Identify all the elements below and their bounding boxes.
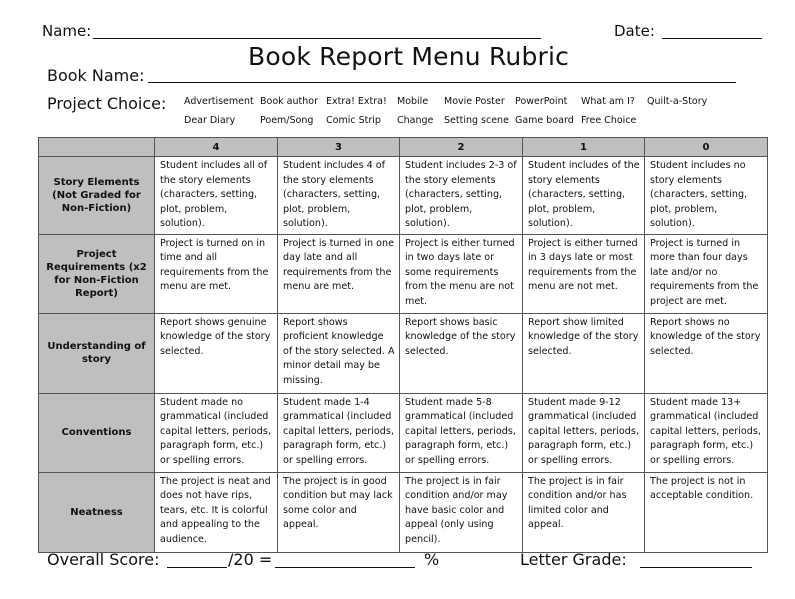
criteria-cell: Student made 9-12 grammatical (included capital letters, periods, paragraph form, etc.) or spelling errors.: [523, 393, 645, 472]
criteria-cell: Student includes 4 of the story elements (characters, setting, plot, problem, solution).: [278, 157, 400, 235]
criteria-cell: Student includes 2-3 of the story elements (characters, setting, plot, problem, solution).: [400, 157, 523, 235]
table-row: [39, 472, 768, 552]
category-cell: Conventions: [39, 393, 155, 472]
category-cell: Neatness: [39, 472, 155, 552]
criteria-cell: Student includes no story elements (characters, setting, plot, problem, solution).: [645, 157, 768, 235]
criteria-cell: The project is in good condition but may lack some color and appeal.: [278, 472, 400, 552]
criteria-cell: Student includes of the story elements (characters, setting, plot, problem, solution).: [523, 157, 645, 235]
criteria-cell: Project is turned on in time and all requirements from the menu are met.: [155, 234, 278, 313]
date-field-line[interactable]: [662, 38, 762, 39]
criteria-cell: The project is not in acceptable condition.: [645, 472, 768, 552]
blank-header-cell: [39, 138, 155, 157]
choice-item: Dear Diary: [184, 115, 236, 126]
choice-item: PowerPoint: [515, 96, 568, 107]
score-header: 4: [155, 138, 278, 157]
date-label: Date:: [614, 22, 655, 40]
project-choices-row-2: [184, 115, 724, 134]
criteria-cell: Student includes all of the story elements (characters, setting, plot, problem, solution).: [155, 157, 278, 235]
criteria-cell: Report shows genuine knowledge of the story selected.: [155, 313, 278, 393]
choice-item: Extra! Extra!: [326, 96, 387, 107]
choice-item: Game board: [515, 115, 574, 126]
criteria-cell: Report shows no knowledge of the story selected.: [645, 313, 768, 393]
choice-item: Comic Strip: [326, 115, 381, 126]
score-header-row: [39, 138, 768, 157]
criteria-cell: Report shows basic knowledge of the story selected.: [400, 313, 523, 393]
page-title: Book Report Menu Rubric: [248, 42, 570, 71]
criteria-cell: The project is in fair condition and/or has limited color and appeal.: [523, 472, 645, 552]
table-row: [39, 157, 768, 235]
table-row: [39, 393, 768, 472]
criteria-cell: Project is either turned in 3 days late or most requirements from the menu are not met.: [523, 234, 645, 313]
percent-field-line[interactable]: [275, 567, 415, 568]
book-name-label: Book Name:: [47, 66, 145, 85]
project-choices-row-1: [184, 96, 724, 115]
overall-score-label: Overall Score:: [47, 550, 160, 569]
criteria-cell: The project is neat and does not have rips, tears, etc. It is colorful and appealing to the audience.: [155, 472, 278, 552]
score-header: 0: [645, 138, 768, 157]
criteria-cell: Project is turned in one day late and all requirements from the menu are met.: [278, 234, 400, 313]
choice-item: Quilt-a-Story: [647, 96, 708, 107]
rubric-table: [38, 137, 768, 553]
criteria-cell: Student made no grammatical (included capital letters, periods, paragraph form, etc.) or spelling errors.: [155, 393, 278, 472]
score-header: 1: [523, 138, 645, 157]
name-label: Name:: [42, 22, 92, 40]
criteria-cell: Student made 13+ grammatical (included capital letters, periods, paragraph form, etc.) or spelling errors.: [645, 393, 768, 472]
percent-sign: %: [424, 550, 440, 569]
category-cell: Understanding of story: [39, 313, 155, 393]
choice-item: What am I?: [581, 96, 635, 107]
criteria-cell: Student made 5-8 grammatical (included capital letters, periods, paragraph form, etc.) or spelling errors.: [400, 393, 523, 472]
criteria-cell: Project is either turned in two days late or some requirements from the menu are not met.: [400, 234, 523, 313]
score-header: 3: [278, 138, 400, 157]
score-header: 2: [400, 138, 523, 157]
book-name-field-line[interactable]: [148, 82, 736, 83]
letter-grade-field-line[interactable]: [640, 567, 752, 568]
choice-item: Book author: [260, 96, 318, 107]
category-cell: Story Elements (Not Graded for Non-Fiction): [39, 157, 155, 235]
criteria-cell: Report show limited knowledge of the story selected.: [523, 313, 645, 393]
criteria-cell: Report shows proficient knowledge of the story selected. A minor detail may be missing.: [278, 313, 400, 393]
choice-item: Change: [397, 115, 434, 126]
category-cell: Project Requirements (x2 for Non-Fiction Report): [39, 234, 155, 313]
table-row: [39, 234, 768, 313]
choice-item: Mobile: [397, 96, 429, 107]
choice-item: Advertisement: [184, 96, 254, 107]
score-field-line[interactable]: [167, 567, 227, 568]
name-field-line[interactable]: [93, 38, 541, 39]
project-choices: [184, 96, 724, 134]
choice-item: Setting scene: [444, 115, 509, 126]
criteria-cell: Student made 1-4 grammatical (included capital letters, periods, paragraph form, etc.) or spelling errors.: [278, 393, 400, 472]
score-out-of: /20 =: [228, 550, 273, 569]
criteria-cell: The project is in fair condition and/or may have basic color and appeal (only using pencil).: [400, 472, 523, 552]
choice-item: Movie Poster: [444, 96, 505, 107]
choice-item: Free Choice: [581, 115, 637, 126]
letter-grade-label: Letter Grade:: [520, 550, 627, 569]
project-choice-label: Project Choice:: [47, 94, 167, 113]
criteria-cell: Project is turned in more than four days late and/or no requirements from the project are met.: [645, 234, 768, 313]
choice-item: Poem/Song: [260, 115, 314, 126]
table-row: [39, 313, 768, 393]
